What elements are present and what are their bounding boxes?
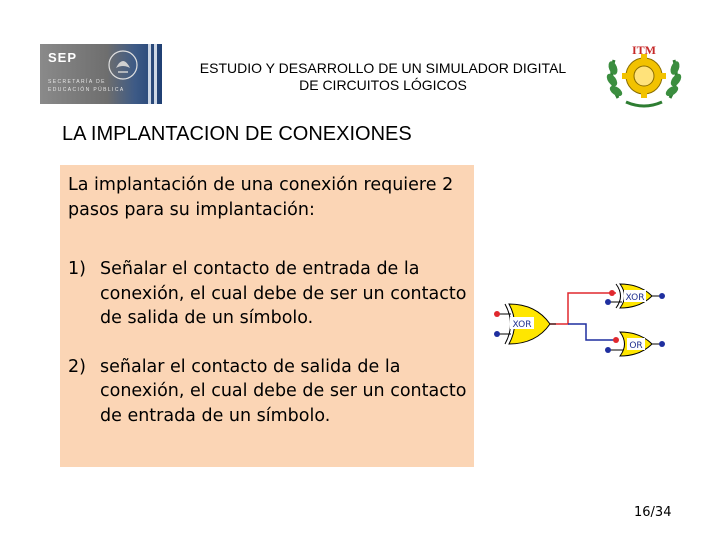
list-item bbox=[68, 257, 473, 331]
xor-gate[interactable] bbox=[605, 284, 665, 308]
list-item bbox=[68, 355, 473, 429]
input-pin[interactable] bbox=[605, 347, 611, 353]
connection-wire bbox=[550, 293, 616, 324]
step-number: 2) bbox=[68, 356, 86, 377]
logo-stripe bbox=[148, 44, 151, 104]
output-pin[interactable] bbox=[659, 293, 665, 299]
gate-label: OR bbox=[629, 341, 643, 351]
step-number: 1) bbox=[68, 259, 86, 279]
document-title bbox=[168, 60, 598, 94]
sep-logo-text: SEP bbox=[48, 50, 78, 65]
input-pin[interactable] bbox=[494, 331, 500, 337]
input-pin[interactable] bbox=[613, 337, 619, 343]
connection-wire bbox=[568, 324, 616, 340]
itm-logo-text: ITM bbox=[632, 43, 656, 57]
intro-paragraph: La implantación de una conexión requiere 2 pasos para su implantación: bbox=[68, 175, 454, 220]
mexican-eagle-icon bbox=[106, 48, 140, 82]
gate-label: XOR bbox=[625, 293, 645, 303]
logic-circuit-diagram bbox=[490, 280, 700, 365]
sep-logo-subtitle: SECRETARÍA DE EDUCACIÓN PÚBLICA bbox=[48, 79, 125, 93]
title-line-1: ESTUDIO Y DESARROLLO DE UN SIMULADOR DIGITAL bbox=[199, 60, 567, 76]
output-pin[interactable] bbox=[659, 341, 665, 347]
gear-icon bbox=[622, 54, 666, 98]
input-pin[interactable] bbox=[605, 299, 611, 305]
or-gate[interactable] bbox=[605, 332, 665, 356]
xor-gate[interactable] bbox=[494, 304, 556, 344]
steps-list bbox=[68, 257, 473, 453]
section-heading: LA IMPLANTACION DE CONEXIONES bbox=[62, 123, 412, 145]
input-pin[interactable] bbox=[609, 290, 615, 296]
logo-stripe bbox=[154, 44, 157, 104]
step-text: señalar el contacto de salida de la conexión, el cual debe de ser un contacto de entrada de un símbolo. bbox=[100, 356, 467, 426]
input-pin[interactable] bbox=[494, 311, 500, 317]
page-number: 16/34 bbox=[634, 505, 672, 520]
step-text: Señalar el contacto de entrada de la conexión, el cual debe de ser un contacto de salida de un símbolo. bbox=[100, 259, 467, 329]
title-line-2: DE CIRCUITOS LÓGICOS bbox=[299, 77, 467, 93]
sep-logo bbox=[40, 44, 162, 104]
itm-logo bbox=[604, 40, 684, 112]
content-box bbox=[60, 165, 474, 467]
gate-label: XOR bbox=[512, 320, 532, 330]
